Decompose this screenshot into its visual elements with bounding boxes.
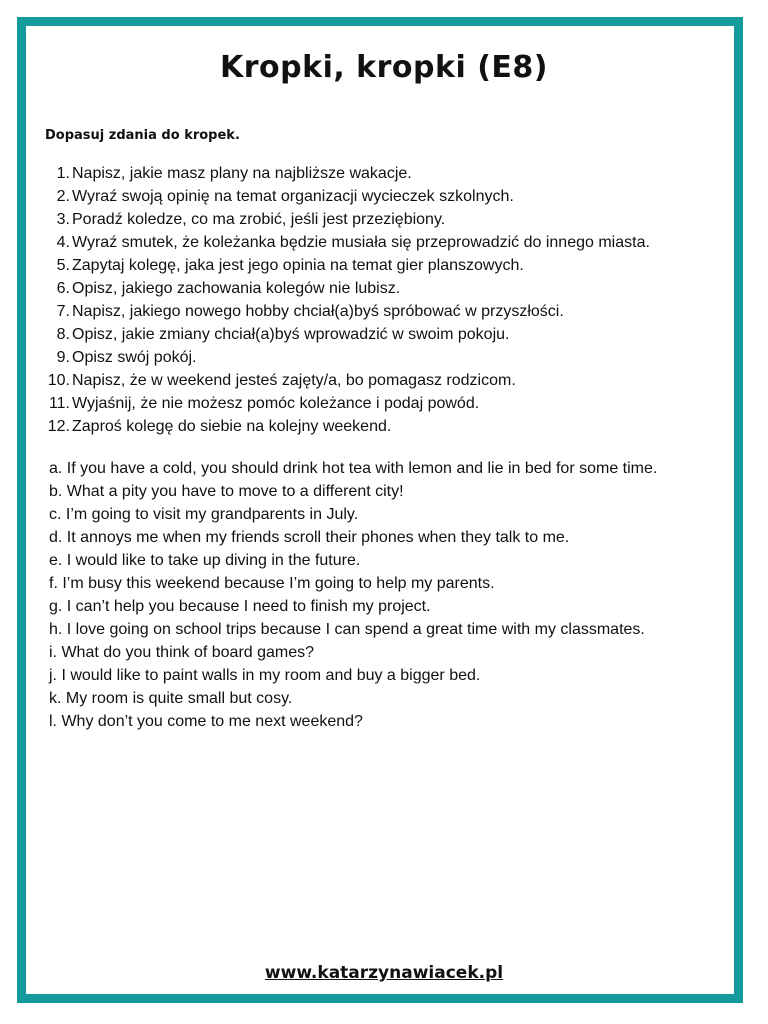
task-text: Napisz, jakie masz plany na najbliższe wakacje. — [72, 165, 412, 182]
task-text: Opisz swój pokój. — [72, 349, 197, 366]
list-item — [44, 346, 650, 369]
website-link[interactable]: www.katarzynawiacek.pl — [264, 963, 504, 983]
list-item: b. What a pity you have to move to a different city! — [49, 483, 404, 500]
task-number: 10. — [47, 372, 70, 389]
task-text: Wyraź smutek, że koleżanka będzie musiała się przeprowadzić do innego miasta. — [72, 234, 650, 251]
list-item: f. I’m busy this weekend because I’m going to help my parents. — [49, 575, 495, 592]
list-item — [44, 415, 650, 438]
list-item — [44, 369, 650, 392]
task-number: 12. — [47, 418, 70, 435]
list-item — [44, 185, 650, 208]
task-number: 1. — [56, 165, 70, 182]
task-text: Napisz, jakiego nowego hobby chciał(a)byś spróbować w przyszłości. — [72, 303, 564, 320]
task-number: 7. — [56, 303, 70, 320]
task-text: Zapytaj kolegę, jaka jest jego opinia na temat gier planszowych. — [72, 257, 524, 274]
list-item: h. I love going on school trips because I can spend a great time with my classmates. — [49, 621, 645, 638]
list-item — [44, 254, 650, 277]
list-item — [44, 277, 650, 300]
list-item: l. Why don’t you come to me next weekend? — [49, 713, 363, 730]
task-number: 4. — [56, 234, 70, 251]
task-text: Wyraź swoją opinię na temat organizacji wycieczek szkolnych. — [72, 188, 514, 205]
task-text: Zaproś kolegę do siebie na kolejny weekend. — [72, 418, 392, 435]
task-number: 3. — [56, 211, 70, 228]
task-number: 9. — [56, 349, 70, 366]
list-item: d. It annoys me when my friends scroll their phones when they talk to me. — [49, 529, 570, 546]
list-item: c. I’m going to visit my grandparents in July. — [49, 506, 359, 523]
page-title: Kropki, kropki (E8) — [219, 50, 548, 85]
task-number: 2. — [56, 188, 70, 205]
list-item — [44, 231, 650, 254]
list-item: a. If you have a cold, you should drink hot tea with lemon and lie in bed for some time. — [49, 460, 658, 477]
list-item — [44, 162, 650, 185]
task-number: 11. — [48, 395, 70, 412]
list-item — [44, 208, 650, 231]
list-item: k. My room is quite small but cosy. — [49, 690, 293, 707]
list-item: g. I can’t help you because I need to finish my project. — [49, 598, 431, 615]
task-text: Poradź koledze, co ma zrobić, jeśli jest przeziębiony. — [72, 211, 446, 228]
task-text: Wyjaśnij, że nie możesz pomóc koleżance i podaj powód. — [72, 395, 480, 412]
list-item: j. I would like to paint walls in my room and buy a bigger bed. — [49, 667, 481, 684]
task-number: 6. — [56, 280, 70, 297]
list-item — [44, 392, 650, 415]
list-item — [44, 323, 650, 346]
task-text: Opisz, jakiego zachowania kolegów nie lubisz. — [72, 280, 401, 297]
list-item: i. What do you think of board games? — [49, 644, 315, 661]
task-text: Napisz, że w weekend jesteś zajęty/a, bo pomagasz rodzicom. — [72, 372, 516, 389]
task-number: 8. — [56, 326, 70, 343]
list-item: e. I would like to take up diving in the future. — [49, 552, 361, 569]
task-number: 5. — [56, 257, 70, 274]
answer-list — [49, 457, 657, 733]
task-text: Opisz, jakie zmiany chciał(a)byś wprowadzić w swoim pokoju. — [72, 326, 510, 343]
task-list — [44, 162, 650, 438]
instruction-text: Dopasuj zdania do kropek. — [45, 128, 240, 143]
list-item — [44, 300, 650, 323]
